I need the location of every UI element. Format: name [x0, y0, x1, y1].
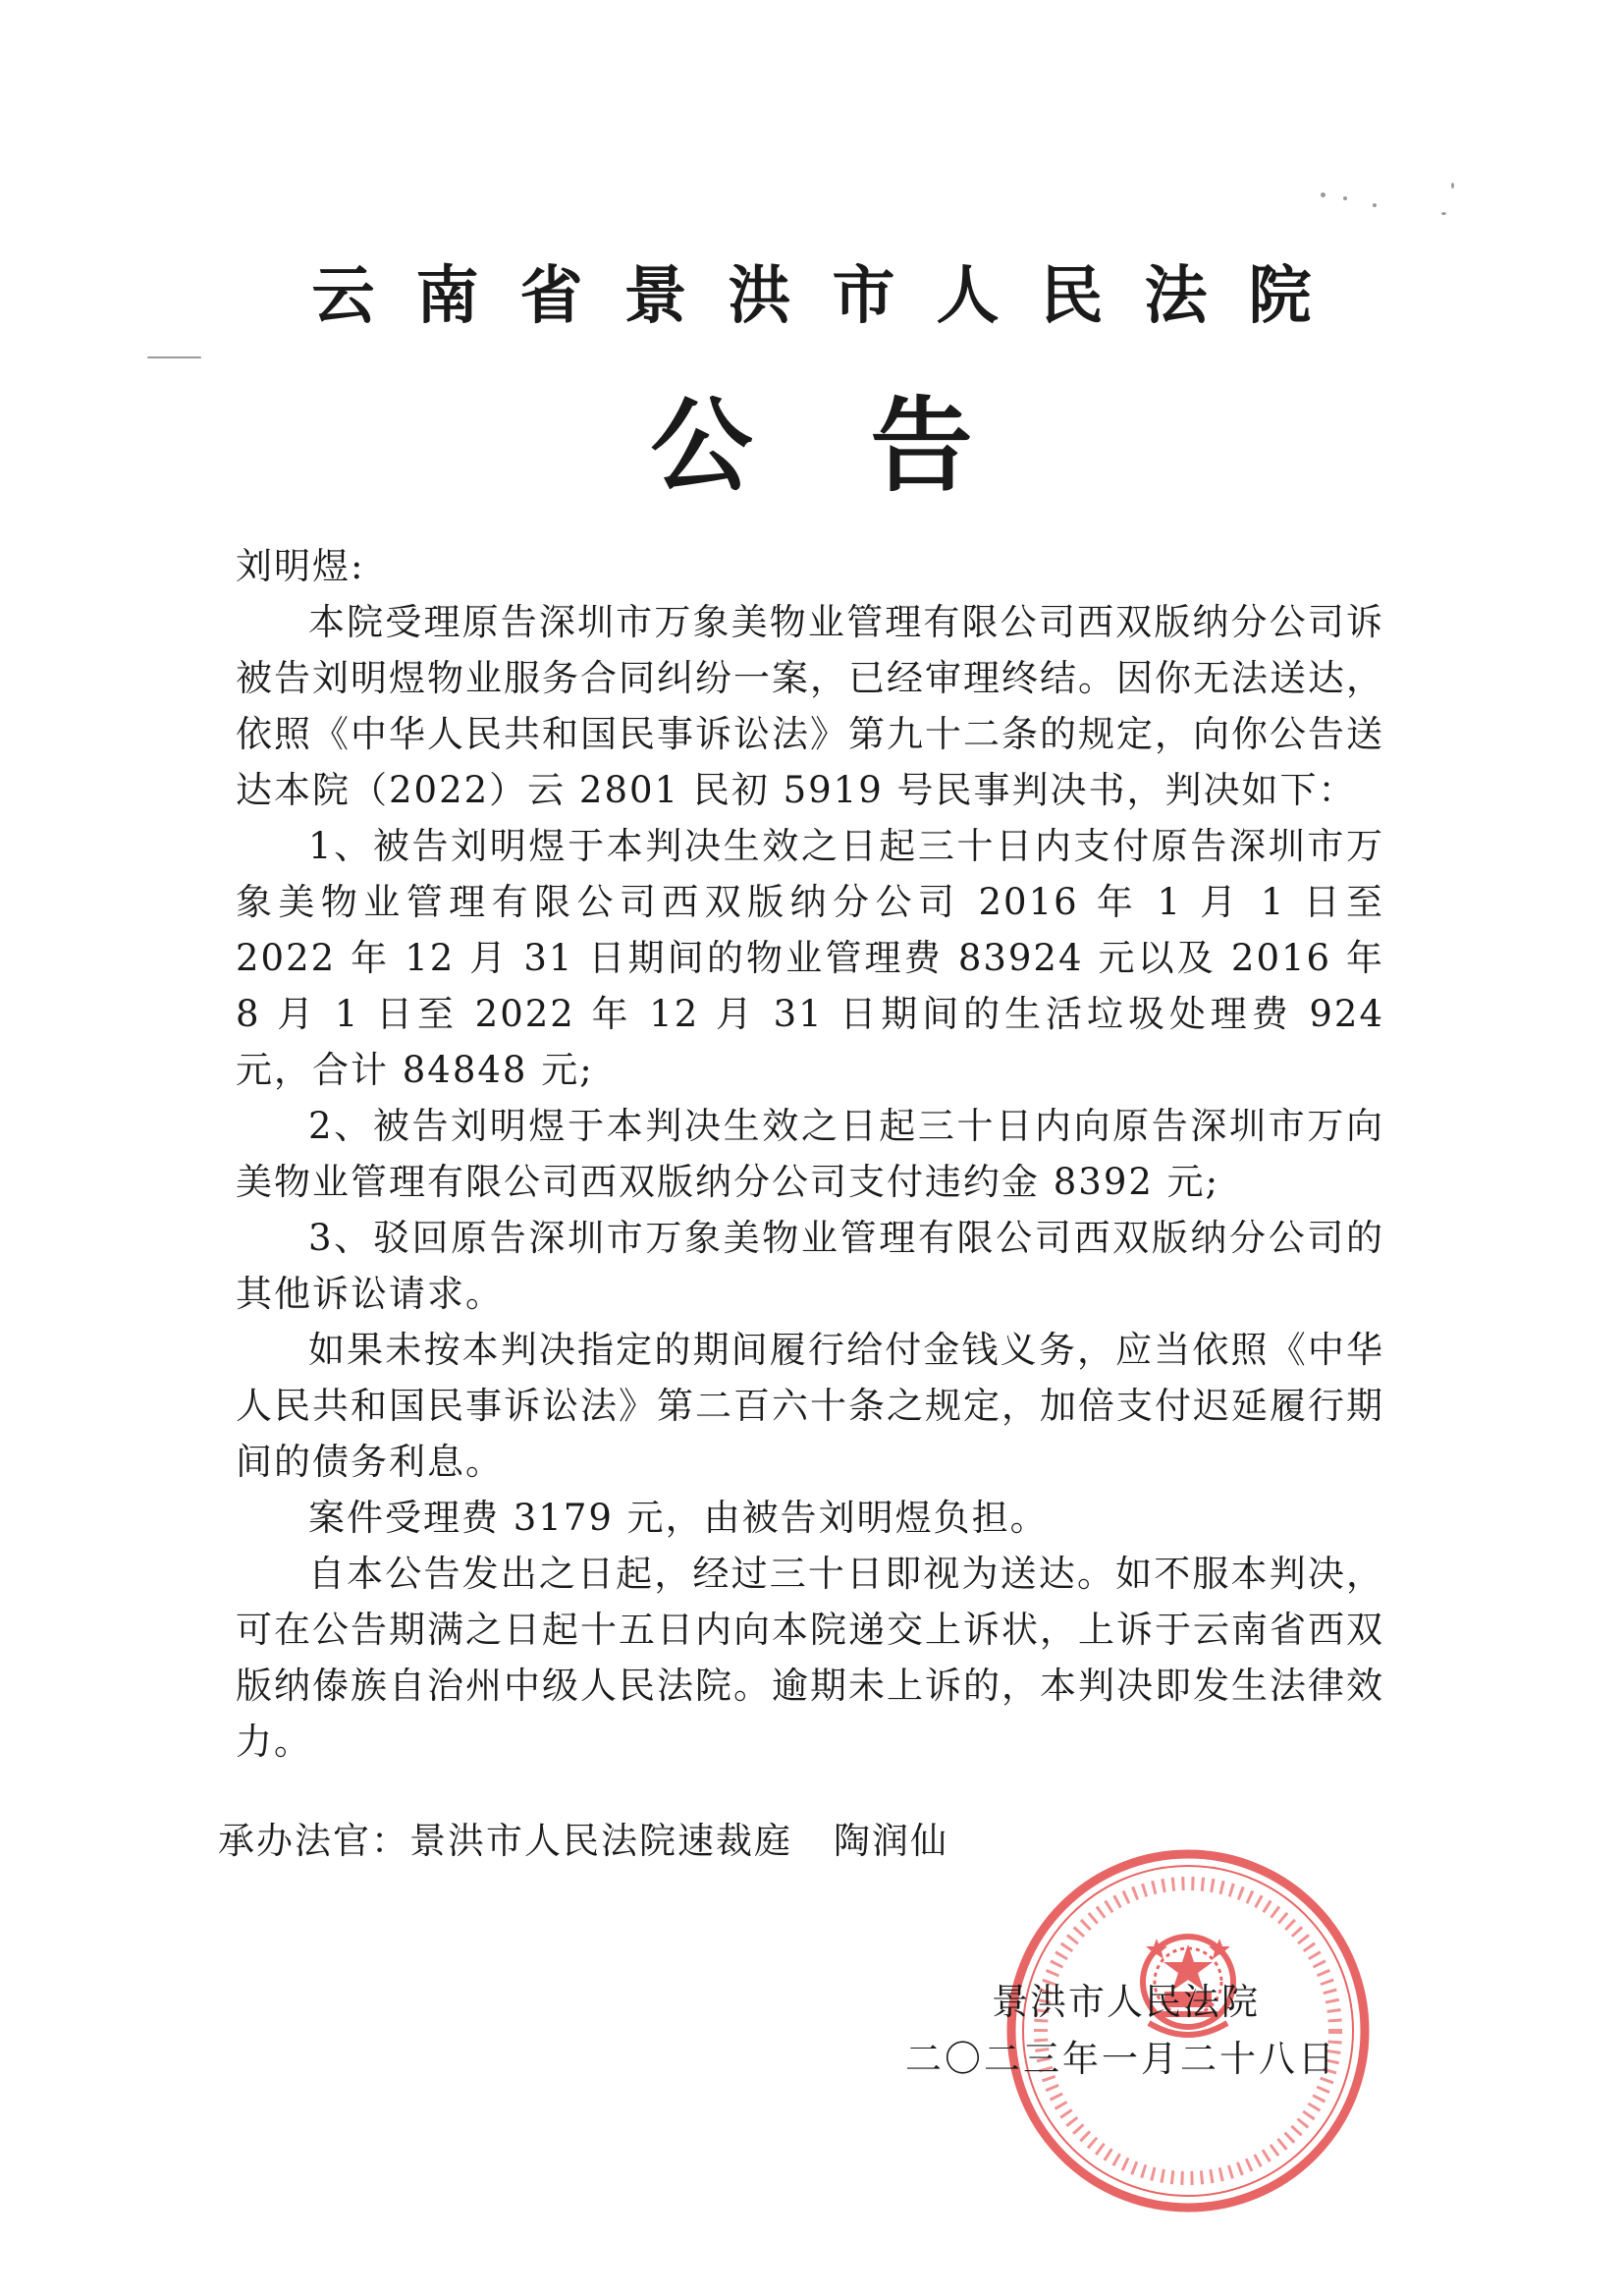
court-fee-paragraph: 案件受理费 3179 元，由被告刘明煜负担。	[308, 1497, 1049, 1539]
judge-label: 承办法官：	[218, 1820, 409, 1862]
judgment-item-3: 3、驳回原告深圳市万象美物业管理有限公司西双版纳分公司的其他诉讼请求。	[236, 1217, 1384, 1315]
addressee: 刘明煜:	[236, 545, 365, 587]
judge-name: 陶润仙	[834, 1820, 948, 1862]
judge-department: 景洪市人民法院速裁庭	[409, 1820, 792, 1862]
notice-body	[236, 538, 1384, 1770]
scan-speck	[1451, 183, 1454, 189]
scan-speck	[147, 356, 201, 358]
scan-speck	[1343, 196, 1347, 200]
appeal-paragraph: 自本公告发出之日起，经过三十日即视为送达。如不服本判决，可在公告期满之日起十五日内向本院递交上诉状，上诉于云南省西双版纳傣族自治州中级人民法院。逾期未上诉的，本判决即发生法律效力。	[236, 1553, 1384, 1763]
intro-paragraph: 本院受理原告深圳市万象美物业管理有限公司西双版纳分公司诉被告刘明煜物业服务合同纠纷一案，已经审理终结。因你无法送达，依照《中华人民共和国民事诉讼法》第九十二条的规定，向你公告送达本院（2022）云 2801 民初 5919 号民事判决书，判决如下：	[236, 601, 1384, 811]
presiding-judge-line	[218, 1813, 1102, 1869]
issuing-court: 景洪市人民法院	[992, 1981, 1260, 2023]
issue-date: 二〇二三年一月二十八日	[905, 2038, 1337, 2080]
judgment-item-2: 2、被告刘明煜于本判决生效之日起三十日内向原告深圳市万向美物业管理有限公司西双版纳分公司支付违约金 8392 元;	[236, 1105, 1384, 1203]
scan-speck	[1373, 203, 1377, 207]
scan-speck	[1441, 212, 1446, 215]
court-title: 云南省景洪市人民法院	[311, 260, 1353, 333]
scan-speck	[1321, 192, 1325, 197]
judgment-item-1: 1、被告刘明煜于本判决生效之日起三十日内支付原告深圳市万象美物业管理有限公司西双版纳分公司 2016 年 1 月 1 日至 2022 年 12 月 31 日期间的物业管理费 83924 元以及 2016 年 8 月 1 日至 2022 年 12 月 31 日期间的生活垃圾处理费 924 元，合计 84848 元;	[236, 825, 1384, 1091]
document-type-title: 公告	[650, 386, 1091, 506]
late-payment-paragraph: 如果未按本判决指定的期间履行给付金钱义务，应当依照《中华人民共和国民事诉讼法》第二百六十条之规定，加倍支付迟延履行期间的债务利息。	[236, 1329, 1384, 1483]
